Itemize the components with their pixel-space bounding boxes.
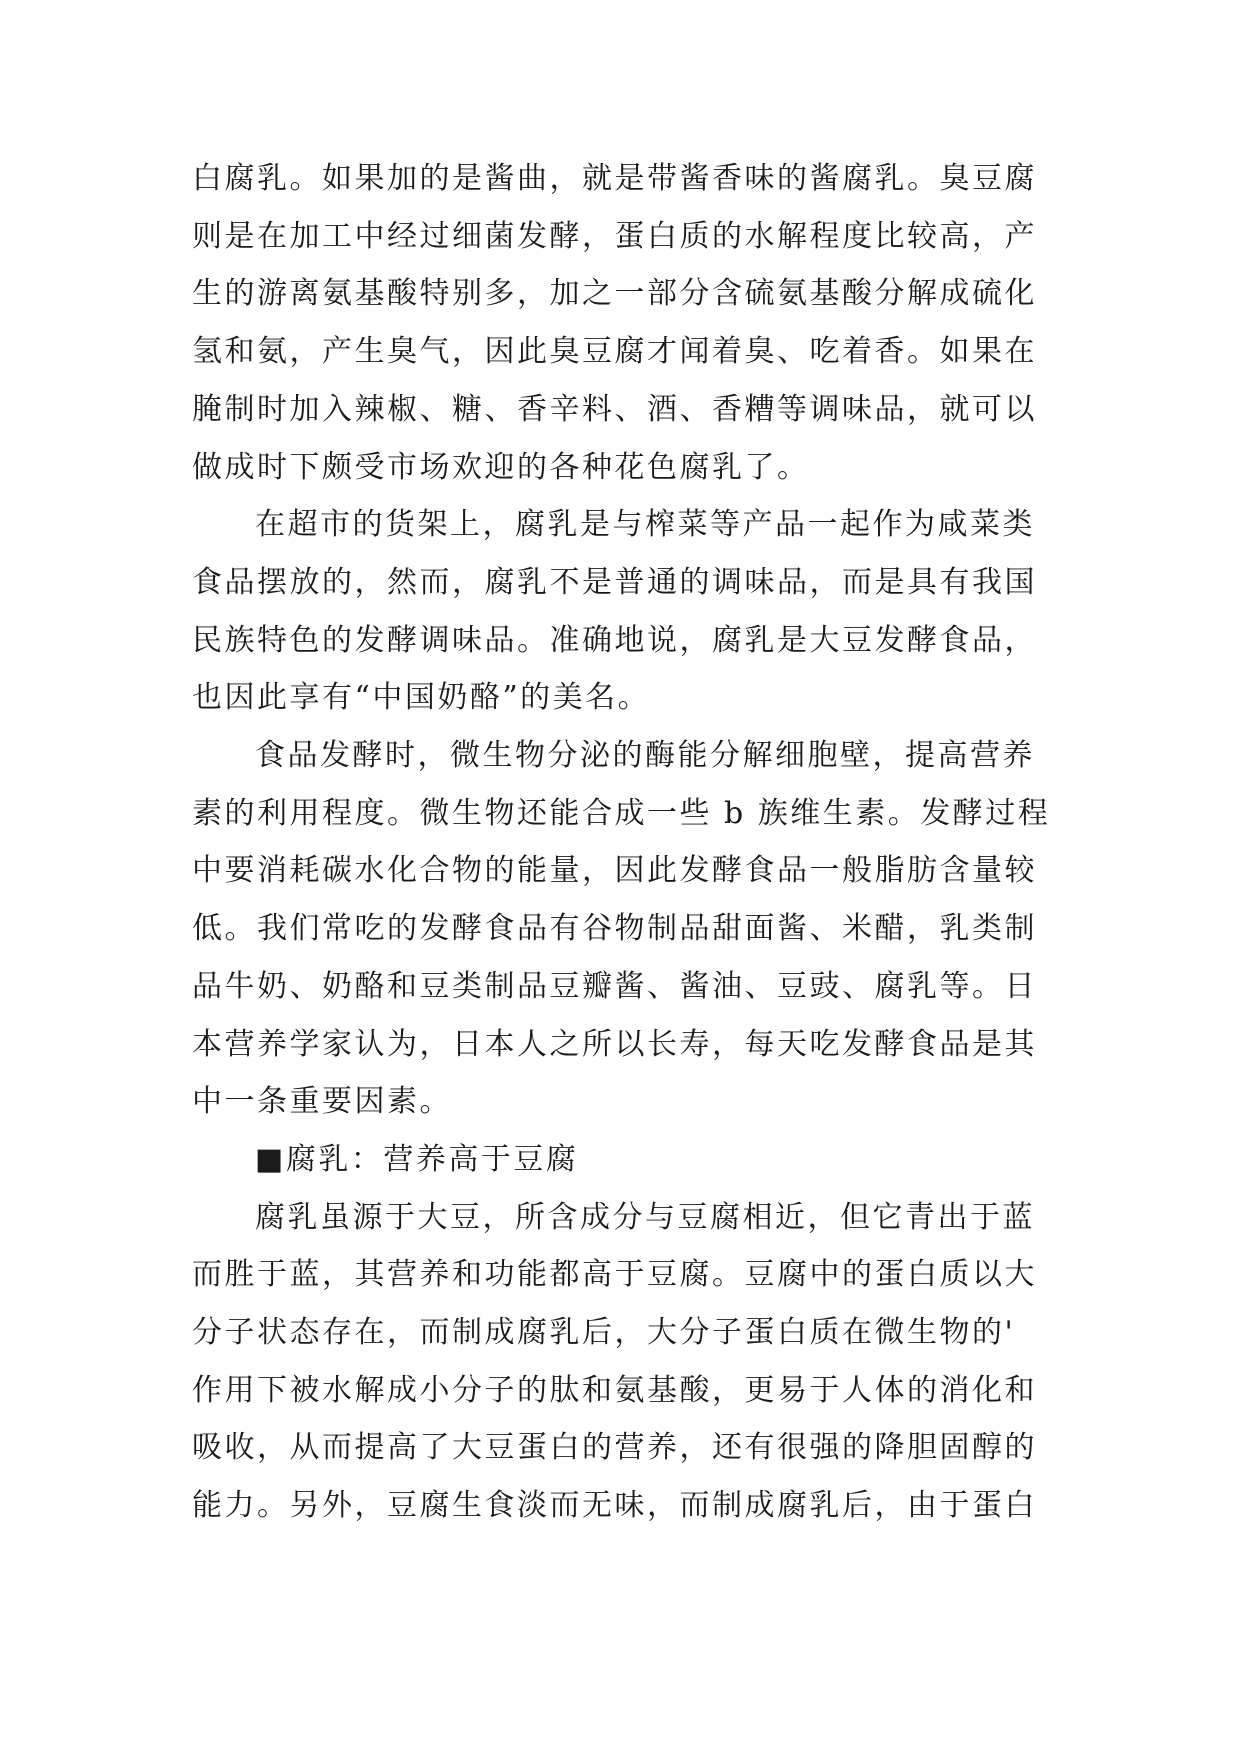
text-line: 品牛奶、奶酪和豆类制品豆瓣酱、酱油、豆豉、腐乳等。日 [192, 968, 1037, 1004]
text-line: 则是在加工中经过细菌发酵，蛋白质的水解程度比较高，产 [192, 218, 1037, 254]
text-line: 在超市的货架上，腐乳是与榨菜等产品一起作为咸菜类 [255, 507, 1035, 543]
text-line: 中一条重要因素。 [192, 1084, 452, 1120]
section-heading-text: ■腐乳：营养高于豆腐 [255, 1141, 579, 1177]
text-line: 吸收，从而提高了大豆蛋白的营养，还有很强的降胆固醇的 [192, 1430, 1037, 1466]
text-line: 本营养学家认为，日本人之所以长寿，每天吃发酵食品是其 [192, 1026, 1037, 1062]
text-line: 食品发酵时，微生物分泌的酶能分解细胞壁，提高营养 [255, 738, 1035, 774]
text-line: 素的利用程度。微生物还能合成一些 b 族维生素。发酵过程 [192, 795, 1051, 831]
section-heading [192, 1131, 1052, 1189]
text-line: 做成时下颇受市场欢迎的各种花色腐乳了。 [192, 449, 810, 485]
text-line: 民族特色的发酵调味品。准确地说，腐乳是大豆发酵食品， [192, 622, 1037, 658]
text-line: 白腐乳。如果加的是酱曲，就是带酱香味的酱腐乳。臭豆腐 [192, 161, 1037, 196]
text-line: 作用下被水解成小分子的肽和氨基酸，更易于人体的消化和 [192, 1372, 1037, 1408]
text-line: 中要消耗碳水化合物的能量，因此发酵食品一般脂肪含量较 [192, 853, 1037, 889]
text-line: 也因此享有“中国奶酪”的美名。 [192, 680, 651, 716]
paragraph [192, 150, 1052, 496]
text-line: 食品摆放的，然而，腐乳不是普通的调味品，而是具有我国 [192, 564, 1037, 600]
text-line: 分子状态存在，而制成腐乳后，大分子蛋白质在微生物的' [192, 1315, 1016, 1351]
body-text [192, 150, 1052, 1535]
text-line: 低。我们常吃的发酵食品有谷物制品甜面酱、米醋，乳类制 [192, 911, 1037, 947]
text-line: 生的游离氨基酸特别多，加之一部分含硫氨基酸分解成硫化 [192, 276, 1037, 312]
text-line: 腌制时加入辣椒、糖、香辛料、酒、香糟等调味品，就可以 [192, 391, 1037, 427]
text-line: 腐乳虽源于大豆，所含成分与豆腐相近，但它青出于蓝 [255, 1199, 1035, 1235]
paragraph [192, 727, 1052, 1131]
paragraph [192, 1189, 1052, 1535]
text-line: 氢和氨，产生臭气，因此臭豆腐才闻着臭、吃着香。如果在 [192, 334, 1037, 370]
paragraph [192, 496, 1052, 727]
text-line: 而胜于蓝，其营养和功能都高于豆腐。豆腐中的蛋白质以大 [192, 1257, 1037, 1293]
text-line: 能力。另外，豆腐生食淡而无味，而制成腐乳后，由于蛋白 [192, 1488, 1037, 1524]
